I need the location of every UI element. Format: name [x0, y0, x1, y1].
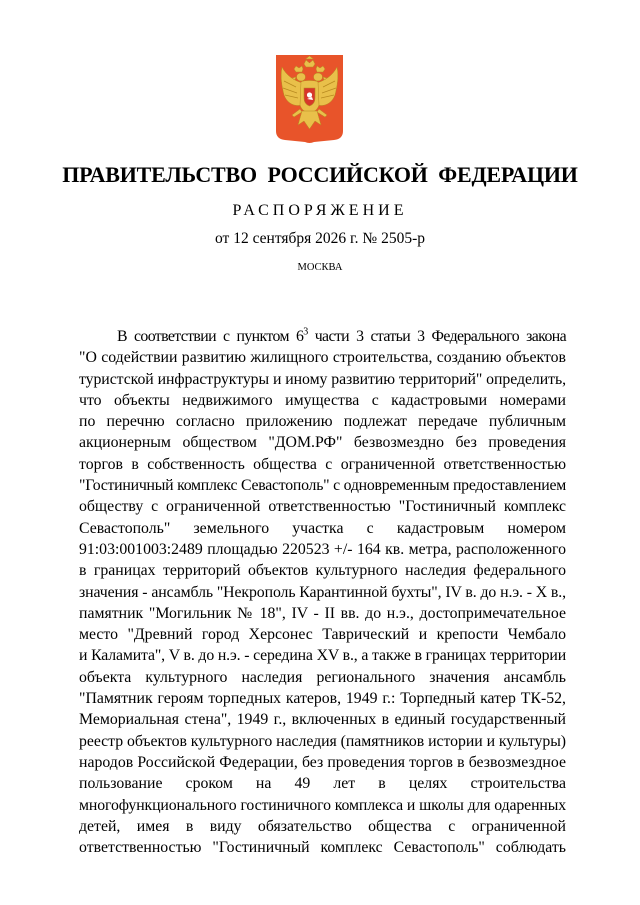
body-line: Севастополь" земельного участка с кадастровым номером — [79, 519, 566, 537]
body-line: памятник "Могильник № 18", IV - II вв. до н.э., достопримечательное — [79, 604, 566, 622]
body-line: многофункционального гостиничного комплекса и школы для одаренных — [79, 796, 566, 814]
body-line: детей, имея в виду обязательство общества с ограниченной — [79, 817, 566, 835]
body-line: пользование сроком на 49 лет в целях строительства — [79, 775, 566, 793]
body-line: 91:03:001003:2489 площадью 220523 +/- 164 кв. метра, расположенного — [79, 540, 566, 558]
body-line: что объекты недвижимого имущества с кадастровыми номерами — [79, 391, 566, 409]
body-line: ответственностью "Гостиничный комплекс Севастополь" соблюдать — [79, 839, 566, 857]
superscript-index: 3 — [303, 326, 308, 338]
body-line: и Каламита", V в. до н.э. - середина XV в., а также в границах территории — [79, 647, 566, 665]
body-line: обществу с ограниченной ответственностью "Гостиничный комплекс — [79, 498, 566, 516]
body-line: объекта культурного наследия регионального значения ансамбль — [79, 668, 566, 686]
document-type: РАСПОРЯЖЕНИЕ — [232, 202, 408, 219]
body-line: народов Российской Федерации, без проведения торгов в безвозмездное — [79, 753, 566, 771]
body-line: торгов в собственность общества с ограниченной ответственностью — [79, 455, 566, 473]
body-line: значения - ансамбль "Некрополь Карантинной бухты", IV в. до н.э. - X в., — [79, 583, 566, 601]
body-line: в границах территорий объектов культурного наследия федерального — [79, 562, 566, 580]
coat-of-arms-emblem — [276, 55, 343, 144]
body-line: по перечню согласно приложению подлежат передаче публичным — [79, 413, 566, 431]
government-heading: ПРАВИТЕЛЬСТВО РОССИЙСКОЙ ФЕДЕРАЦИИ — [62, 162, 578, 187]
body-line: "Памятник героям торпедных катеров, 1949 г.: Торпедный катер ТК-52, — [79, 690, 566, 708]
order-body-text — [79, 326, 566, 858]
body-line: "О содействии развитию жилищного строительства, созданию объектов — [79, 349, 566, 367]
body-line: В соответствии с пунктом $6^3$ части 3 статьи 3 Федерального закона — [117, 326, 566, 345]
city-name: МОСКВА — [297, 262, 343, 273]
body-line: туристской инфраструктуры и иному развитию территорий" определить, — [79, 370, 566, 388]
body-line: место "Древний город Херсонес Таврический и крепости Чембало — [79, 626, 566, 644]
body-line: акционерным обществом "ДОМ.РФ" безвозмездно без проведения — [79, 434, 566, 452]
body-line: "Гостиничный комплекс Севастополь" с одновременным предоставлением — [79, 477, 566, 495]
body-line: реестр объектов культурного наследия (памятников истории и культуры) — [79, 732, 566, 750]
body-line: Мемориальная стена", 1949 г., включенных в единый государственный — [79, 711, 566, 729]
document-date-number: от 12 сентября 2026 г. № 2505-р — [215, 230, 425, 247]
